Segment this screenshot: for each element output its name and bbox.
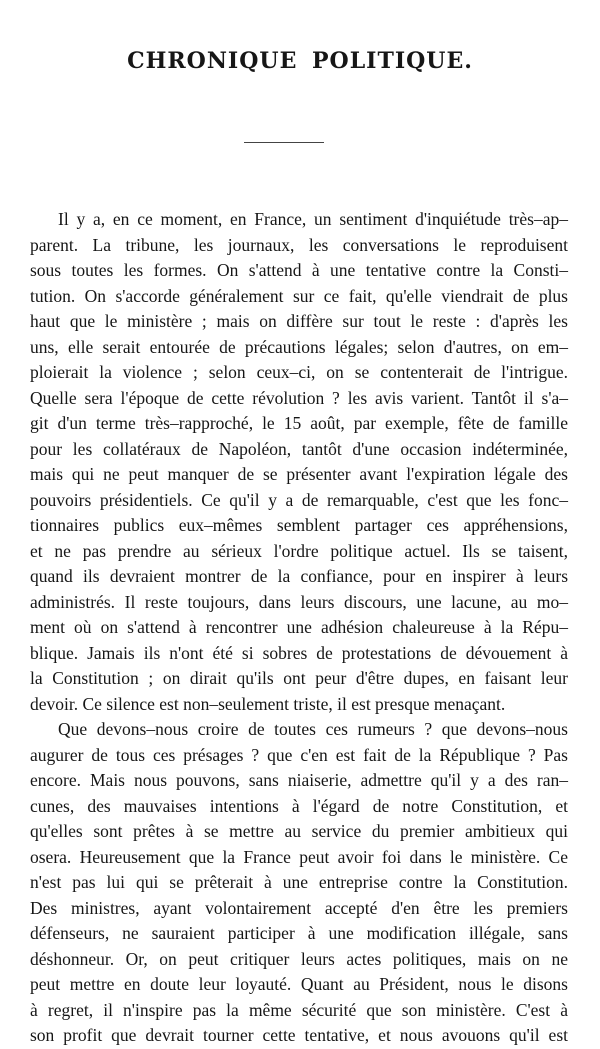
text-line: Quelle sera l'époque de cette révolution ? les avis varient. Tantôt il s'a–	[30, 387, 568, 408]
text-line: ment où on s'attend à rencontrer une adhésion chaleureuse à la Répu–	[30, 617, 568, 637]
page-title: CHRONIQUE POLITIQUE.	[127, 48, 473, 74]
text-line: peut mettre en doute leur loyauté. Quant au Président, nous le disons	[30, 974, 568, 994]
text-line: quand ils devraient montrer de la confiance, pour en inspirer à leurs	[30, 566, 568, 586]
text-line: tution. On s'accorde généralement sur ce fait, qu'elle viendrait de plus	[30, 285, 568, 306]
text-line: son profit que devrait tourner cette tentative, et nous avouons qu'il est	[30, 1025, 568, 1045]
text-line: mais qui ne peut manquer de se présenter avant l'expiration légale des	[30, 464, 568, 484]
text-line: n'est pas lui qui se prêterait à une entreprise contre la Constitution.	[30, 872, 568, 892]
text-line: pour les collatéraux de Napoléon, tantôt d'une occasion indéterminée,	[30, 438, 568, 459]
text-line: ploierait la violence ; selon ceux–ci, on se contenterait de l'intrigue.	[30, 362, 568, 382]
text-line: Des ministres, ayant volontairement accepté d'en être les premiers	[30, 897, 568, 918]
text-line: et ne pas prendre au sérieux l'ordre politique actuel. Ils se taisent,	[30, 540, 568, 561]
text-line: qu'elles sont prêtes à se mettre au service du premier ambitieux qui	[30, 821, 568, 841]
text-line: la Constitution ; on dirait qu'ils ont peur d'être dupes, en faisant leur	[30, 668, 568, 688]
text-line: pouvoirs présidentiels. Ce qu'il y a de remarquable, c'est que les fonc–	[30, 489, 568, 510]
text-line: tionnaires publics eux–mêmes semblent partager ces appréhensions,	[30, 515, 568, 535]
text-line: devoir. Ce silence est non–seulement triste, il est presque menaçant.	[30, 693, 506, 714]
paragraph-1	[30, 207, 568, 717]
text-line: git d'un terme très–rapproché, le 15 août, par exemple, fête de famille	[30, 413, 568, 433]
text-line: uns, elle serait entourée de précautions légales; selon d'autres, on em–	[30, 336, 568, 357]
text-line: encore. Mais nous pouvons, sans niaiserie, admettre qu'il y a des ran–	[30, 770, 568, 790]
paragraph-2	[30, 717, 568, 1049]
text-line: déshonneur. Or, on peut critiquer leurs actes politiques, mais on ne	[30, 948, 568, 969]
text-line: parent. La tribune, les journaux, les conversations le reproduisent	[30, 234, 568, 255]
text-line: cunes, des mauvaises intentions à l'égard de notre Constitution, et	[30, 795, 568, 816]
title-divider	[244, 142, 324, 143]
text-line: à regret, il n'inspire pas la même sécurité que son ministère. C'est à	[30, 999, 568, 1020]
text-line: Il y a, en ce moment, en France, un sentiment d'inquiétude très–ap–	[58, 209, 568, 229]
text-line: blique. Jamais ils n'ont été si sobres de protestations de dévouement à	[30, 642, 568, 663]
text-line: sous toutes les formes. On s'attend à une tentative contre la Consti–	[30, 260, 568, 280]
text-line: augurer de tous ces présages ? que c'en est fait de la République ? Pas	[30, 744, 568, 765]
article-body	[30, 207, 568, 1049]
text-line: haut que le ministère ; mais on diffère sur tout le reste : d'après les	[30, 311, 568, 331]
text-line: défenseurs, ne sauraient participer à une modification illégale, sans	[30, 923, 568, 943]
text-line: administrés. Il reste toujours, dans leurs discours, une lacune, au mo–	[30, 591, 568, 612]
text-line: osera. Heureusement que la France peut avoir foi dans le ministère. Ce	[30, 846, 568, 867]
text-line: Que devons–nous croire de toutes ces rumeurs ? que devons–nous	[58, 719, 568, 739]
